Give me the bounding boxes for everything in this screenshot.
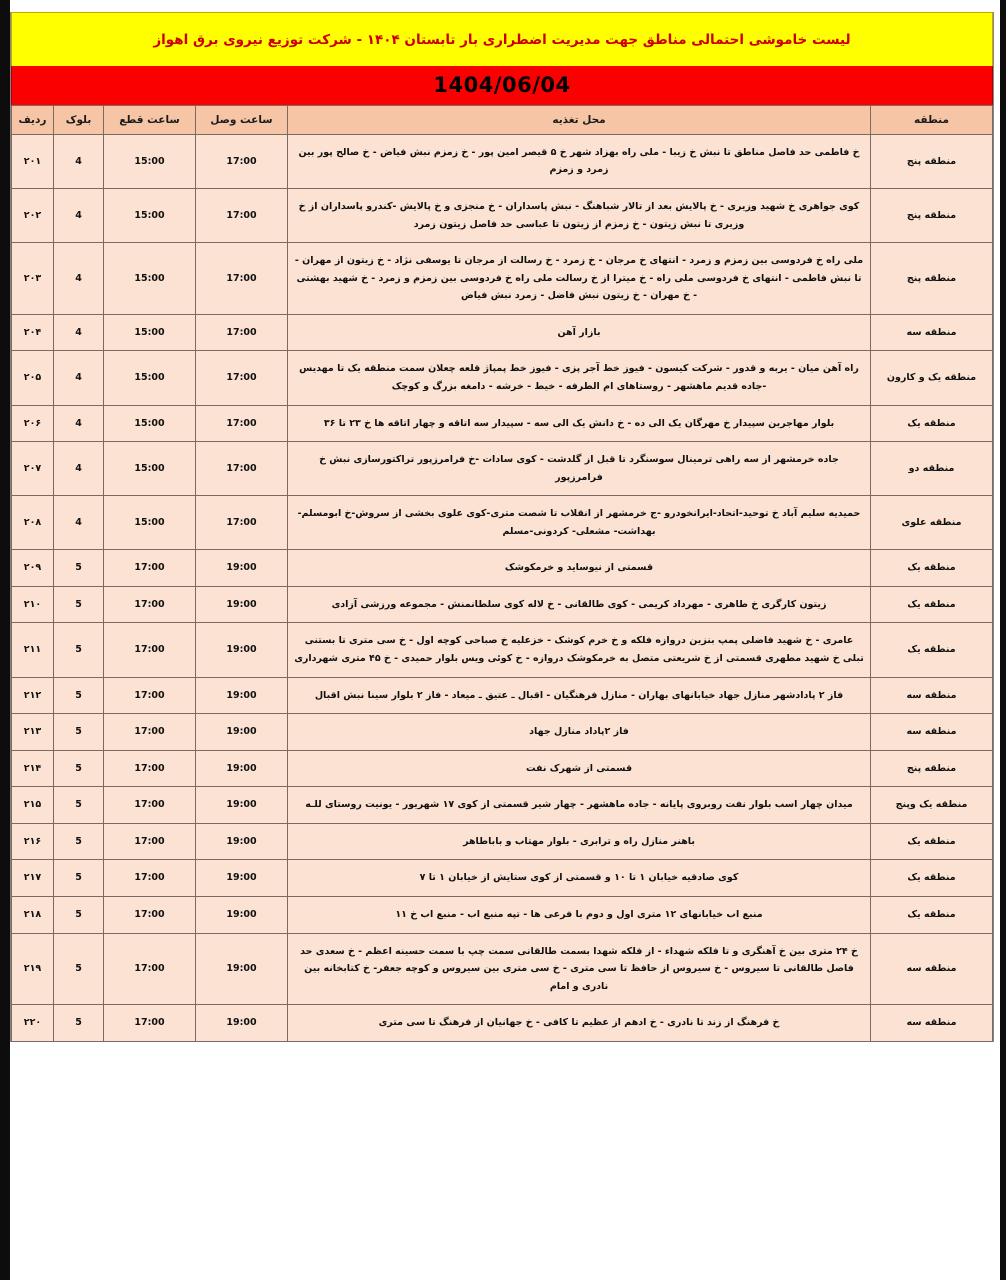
cell-location: بلوار مهاجرین سپیدار خ مهرگان یک الی ده - خ دانش یک الی سه - سپیدار سه اتاقه و چهار اتاقه ها خ ۲۳ تا ۳۶ <box>288 405 871 442</box>
cell-radif: ۲۱۲ <box>12 677 54 714</box>
cell-on-time: 19:00 <box>196 623 288 677</box>
cell-region: منطقه یک <box>871 550 993 587</box>
page-edge-right <box>1000 0 1006 1280</box>
cell-region: منطقه یک <box>871 586 993 623</box>
cell-block: 5 <box>54 860 104 897</box>
cell-location: راه آهن میان - یربه و قدور - شرکت کیسون - فیوز خط آجر پزی - فیوز خط پمپاژ قلعه چعلان سمت منطقه یک تا مهدیس -جاده قدیم ماهشهر - روستاهای ام الطرفه - خیط - خرشه - دامغه بزرگ و کوچک <box>288 351 871 405</box>
cell-radif: ۲۰۷ <box>12 442 54 496</box>
table-row <box>12 823 993 860</box>
cell-region: منطقه دو <box>871 442 993 496</box>
column-header-cut-time: ساعت قطع <box>104 105 196 134</box>
cell-region: منطقه سه <box>871 314 993 351</box>
cell-cut-time: 17:00 <box>104 714 196 751</box>
cell-cut-time: 15:00 <box>104 243 196 315</box>
cell-location: ملی راه خ فردوسی بین زمزم و زمرد - انتهای خ مرجان - خ زمرد - خ رسالت از مرجان تا یوسفی نژاد - خ زیتون از مهران - تا نبش فاطمی - انتهای خ فردوسی ملی راه - خ میترا از خ رسالت ملی راه خ فردوسی بین زمزم و زمرد - خ شهید بهشتی - خ مهران - خ زیتون نبش فاضل - زمرد نبش فیاض <box>288 243 871 315</box>
cell-region: منطقه یک <box>871 860 993 897</box>
cell-radif: ۲۰۸ <box>12 496 54 550</box>
table-row <box>12 750 993 787</box>
cell-region: منطقه یک و کارون <box>871 351 993 405</box>
cell-radif: ۲۰۵ <box>12 351 54 405</box>
cell-location: میدان چهار اسب بلوار نفت روبروی پایانه - جاده ماهشهر - چهار شیر قسمتی از کوی ۱۷ شهریور - یونیت روستای للـه <box>288 787 871 824</box>
cell-on-time: 19:00 <box>196 787 288 824</box>
cell-region: منطقه یک <box>871 405 993 442</box>
cell-block: 5 <box>54 787 104 824</box>
cell-location: خ فرهنگ از زند تا نادری - خ ادهم از عظیم تا کافی - خ جهانیان از فرهنگ تا سی متری <box>288 1005 871 1042</box>
cell-region: منطقه یک <box>871 896 993 933</box>
cell-region: منطقه یک <box>871 623 993 677</box>
cell-cut-time: 17:00 <box>104 860 196 897</box>
cell-on-time: 17:00 <box>196 442 288 496</box>
cell-block: 4 <box>54 442 104 496</box>
cell-location: باهنر منازل راه و ترابری - بلوار مهتاب و باباطاهر <box>288 823 871 860</box>
table-body <box>12 134 993 1041</box>
cell-block: 4 <box>54 351 104 405</box>
outage-table <box>11 105 993 1042</box>
cell-region: منطقه پنج <box>871 134 993 188</box>
cell-cut-time: 17:00 <box>104 896 196 933</box>
cell-cut-time: 17:00 <box>104 933 196 1005</box>
cell-on-time: 19:00 <box>196 750 288 787</box>
cell-radif: ۲۰۹ <box>12 550 54 587</box>
cell-location: قسمتی از شهرک نفت <box>288 750 871 787</box>
table-row <box>12 189 993 243</box>
cell-cut-time: 17:00 <box>104 823 196 860</box>
table-row <box>12 442 993 496</box>
cell-location: خ فاطمی حد فاصل مناطق تا نبش خ زیبا - ملی راه بهزاد شهر خ ۵ قیصر امین پور - خ زمزم نبش فیاض - خ صالح پور بین زمرد و زمزم <box>288 134 871 188</box>
cell-location: فاز ۲پاداد منازل جهاد <box>288 714 871 751</box>
table-row <box>12 677 993 714</box>
table-row <box>12 550 993 587</box>
column-header-region: منطقه <box>871 105 993 134</box>
cell-block: 5 <box>54 1005 104 1042</box>
cell-location: جاده خرمشهر از سه راهی ترمینال سوسنگرد تا قبل از گلدشت - کوی سادات -خ فرامرزپور تراکتورسازی نبش خ فرامرزپور <box>288 442 871 496</box>
cell-on-time: 19:00 <box>196 1005 288 1042</box>
cell-location: قسمتی از نیوساید و خرمکوشک <box>288 550 871 587</box>
column-header-radif: ردیف <box>12 105 54 134</box>
cell-region: منطقه سه <box>871 933 993 1005</box>
cell-block: 5 <box>54 677 104 714</box>
cell-on-time: 19:00 <box>196 896 288 933</box>
cell-radif: ۲۱۵ <box>12 787 54 824</box>
table-row <box>12 933 993 1005</box>
outage-sheet <box>10 12 994 1042</box>
cell-region: منطقه یک وپنج <box>871 787 993 824</box>
page-edge-left <box>0 0 10 1280</box>
cell-cut-time: 15:00 <box>104 405 196 442</box>
cell-radif: ۲۰۱ <box>12 134 54 188</box>
cell-radif: ۲۱۳ <box>12 714 54 751</box>
cell-on-time: 17:00 <box>196 134 288 188</box>
cell-on-time: 17:00 <box>196 189 288 243</box>
cell-block: 4 <box>54 134 104 188</box>
cell-region: منطقه یک <box>871 823 993 860</box>
cell-cut-time: 17:00 <box>104 750 196 787</box>
cell-cut-time: 15:00 <box>104 134 196 188</box>
top-margin <box>0 0 1006 12</box>
column-header-location: محل تغذیه <box>288 105 871 134</box>
cell-radif: ۲۱۸ <box>12 896 54 933</box>
cell-on-time: 17:00 <box>196 243 288 315</box>
cell-region: منطقه پنج <box>871 750 993 787</box>
cell-cut-time: 15:00 <box>104 314 196 351</box>
table-header <box>12 105 993 134</box>
cell-cut-time: 17:00 <box>104 787 196 824</box>
cell-block: 5 <box>54 623 104 677</box>
cell-block: 4 <box>54 243 104 315</box>
table-row <box>12 496 993 550</box>
table-row <box>12 586 993 623</box>
cell-radif: ۲۰۳ <box>12 243 54 315</box>
cell-cut-time: 17:00 <box>104 586 196 623</box>
cell-on-time: 17:00 <box>196 351 288 405</box>
cell-region: منطقه سه <box>871 714 993 751</box>
table-row <box>12 714 993 751</box>
cell-region: منطقه سه <box>871 1005 993 1042</box>
cell-cut-time: 15:00 <box>104 189 196 243</box>
cell-cut-time: 17:00 <box>104 677 196 714</box>
cell-location: کوی صادقیه خیابان ۱ تا ۱۰ و قسمتی از کوی ستایش از خیابان ۱ تا ۷ <box>288 860 871 897</box>
cell-block: 4 <box>54 496 104 550</box>
cell-on-time: 17:00 <box>196 405 288 442</box>
table-row <box>12 351 993 405</box>
cell-radif: ۲۲۰ <box>12 1005 54 1042</box>
table-row <box>12 405 993 442</box>
cell-cut-time: 15:00 <box>104 442 196 496</box>
cell-region: منطقه پنج <box>871 243 993 315</box>
cell-block: 5 <box>54 933 104 1005</box>
cell-cut-time: 17:00 <box>104 1005 196 1042</box>
cell-radif: ۲۱۴ <box>12 750 54 787</box>
cell-on-time: 17:00 <box>196 314 288 351</box>
cell-block: 5 <box>54 750 104 787</box>
cell-location: کوی جواهری خ شهید وزیری - خ پالایش بعد از تالار شباهنگ - نبش پاسداران - خ منجزی و خ پالایش -کندرو پاسداران از خ وزیری تا نبش زیتون - خ زمزم از زیتون تا عباسی حد فاصل زیتون زمرد <box>288 189 871 243</box>
report-date: 1404/06/04 <box>11 66 993 105</box>
cell-radif: ۲۰۶ <box>12 405 54 442</box>
table-row <box>12 787 993 824</box>
cell-on-time: 19:00 <box>196 823 288 860</box>
table-row <box>12 314 993 351</box>
page-title: لیست خاموشی احتمالی مناطق جهت مدیریت اضطراری بار تابستان ۱۴۰۴ - شرکت توزیع نیروی برق اهواز <box>11 12 993 66</box>
cell-region: منطقه پنج <box>871 189 993 243</box>
cell-cut-time: 15:00 <box>104 496 196 550</box>
cell-location: حمیدیه سلیم آباد خ توحید-اتحاد-ایرانخودرو -ج خرمشهر از انقلاب تا شصت متری-کوی علوی بخشی از سروش-خ ابومسلم- بهداشت- مشعلی- کردونی-مسلم <box>288 496 871 550</box>
cell-block: 5 <box>54 896 104 933</box>
cell-location: منبع اب خیابانهای ۱۲ متری اول و دوم با فرعی ها - تپه منبع اب - منبع اب خ ۱۱ <box>288 896 871 933</box>
cell-block: 5 <box>54 714 104 751</box>
table-row <box>12 134 993 188</box>
cell-radif: ۲۱۶ <box>12 823 54 860</box>
cell-on-time: 17:00 <box>196 496 288 550</box>
cell-radif: ۲۱۰ <box>12 586 54 623</box>
cell-block: 5 <box>54 550 104 587</box>
cell-block: 5 <box>54 823 104 860</box>
table-row <box>12 243 993 315</box>
cell-location: خ ۲۴ متری بین خ آهنگری و تا فلکه شهداء - از فلکه شهدا بسمت طالقانی سمت چپ با سمت حسینه اعظم - خ سعدی حد فاصل طالقانی تا سیروس - خ سیروس از حافظ تا سی متری - خ سی متری بین سیروس و کوچه جعفر- خ کتابخانه بین نادری و امام <box>288 933 871 1005</box>
cell-location: عامری - خ شهید فاضلی پمپ بنزین دروازه فلکه و خ خرم کوشک - خزعلیه خ صباحی کوچه اول - خ سی متری تا بستنی تبلی خ شهید مطهری قسمتی از خ شریعتی متصل به خرمکوشک دروازه - خ کوئی ویس بلوار حمیدی - خ ۴۵ متری شهرداری <box>288 623 871 677</box>
cell-location: زیتون کارگری خ طاهری - مهرداد کریمی - کوی طالقانی - خ لاله کوی سلطانمنش - مجموعه ورزشی آزادی <box>288 586 871 623</box>
cell-cut-time: 17:00 <box>104 623 196 677</box>
cell-block: 5 <box>54 586 104 623</box>
table-row <box>12 623 993 677</box>
table-row <box>12 896 993 933</box>
cell-block: 4 <box>54 314 104 351</box>
cell-block: 4 <box>54 189 104 243</box>
table-header-row <box>12 105 993 134</box>
cell-location: بازار آهن <box>288 314 871 351</box>
cell-radif: ۲۱۷ <box>12 860 54 897</box>
cell-on-time: 19:00 <box>196 586 288 623</box>
cell-region: منطقه سه <box>871 677 993 714</box>
cell-region: منطقه علوی <box>871 496 993 550</box>
column-header-on-time: ساعت وصل <box>196 105 288 134</box>
table-row <box>12 860 993 897</box>
cell-cut-time: 17:00 <box>104 550 196 587</box>
table-row <box>12 1005 993 1042</box>
cell-on-time: 19:00 <box>196 933 288 1005</box>
cell-block: 4 <box>54 405 104 442</box>
cell-location: فاز ۲ پادادشهر منازل جهاد خیابانهای بهاران - منازل فرهنگیان - اقبال ـ عتیق ـ میعاد - فاز ۲ بلوار سینا نبش اقبال <box>288 677 871 714</box>
cell-radif: ۲۰۲ <box>12 189 54 243</box>
cell-on-time: 19:00 <box>196 677 288 714</box>
cell-on-time: 19:00 <box>196 550 288 587</box>
cell-radif: ۲۰۴ <box>12 314 54 351</box>
column-header-block: بلوک <box>54 105 104 134</box>
cell-radif: ۲۱۱ <box>12 623 54 677</box>
cell-on-time: 19:00 <box>196 714 288 751</box>
cell-radif: ۲۱۹ <box>12 933 54 1005</box>
cell-cut-time: 15:00 <box>104 351 196 405</box>
cell-on-time: 19:00 <box>196 860 288 897</box>
